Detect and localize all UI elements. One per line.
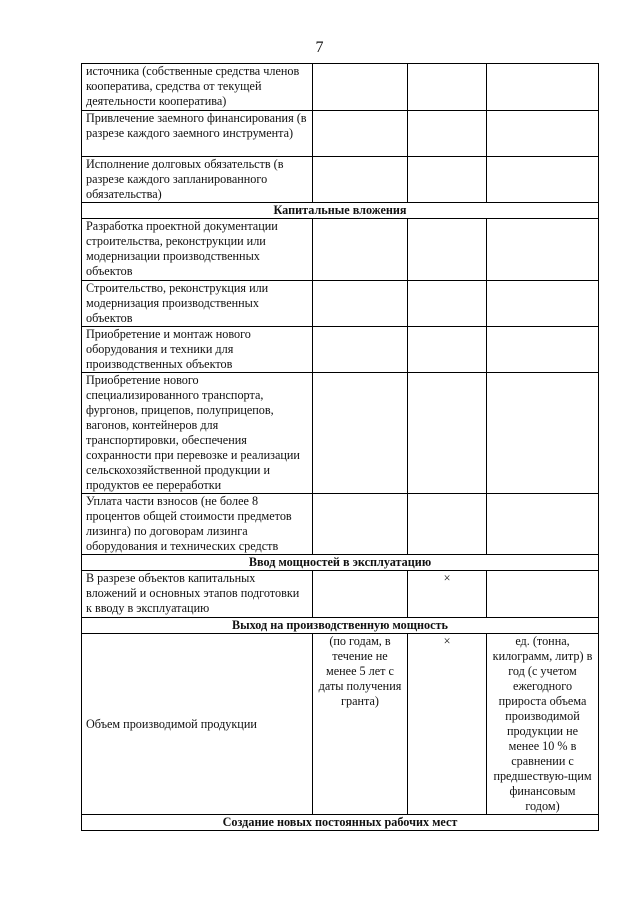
row-label-construction: Строительство, реконструкция или модернизация производственных объектов [82, 281, 313, 327]
plan-table [81, 63, 599, 831]
section-row [82, 555, 599, 571]
unit-note: ед. (тонна, килограмм, литр) в год (с учетом ежегодного прироста объема производимой продукции не менее 10 % в сравнении с предшествую-щим финансовым годом) [487, 634, 599, 815]
table-cell [487, 281, 599, 327]
row-label-equipment-purchase: Приобретение и монтаж нового оборудования и техники для производственных объектов [82, 327, 313, 373]
table-row [82, 281, 599, 327]
row-label-leasing-payments: Уплата части взносов (не более 8 процентов общей стоимости предметов лизинга) по договорам лизинга оборудования и технических средств [82, 494, 313, 555]
section-row [82, 815, 599, 831]
table-cell [313, 111, 408, 157]
table-cell [408, 157, 487, 203]
table-cell [313, 373, 408, 494]
section-heading-commissioning: Ввод мощностей в эксплуатацию [82, 555, 599, 571]
section-row [82, 618, 599, 634]
not-applicable-mark: × [408, 634, 487, 815]
table-cell [313, 571, 408, 618]
table-row [82, 219, 599, 281]
table-cell [313, 327, 408, 373]
table-row [82, 111, 599, 157]
table-cell [408, 111, 487, 157]
table-row [82, 634, 599, 815]
table-cell [487, 64, 599, 111]
section-row [82, 203, 599, 219]
row-label-transport-purchase: Приобретение нового специализированного транспорта, фургонов, прицепов, полуприцепов, вагонов, контейнеров для транспортировки, обеспечения сохранности при перевозке и реализации сельскохозяйственной продукции и продуктов ее переработки [82, 373, 313, 494]
table-row [82, 327, 599, 373]
row-label-borrowed-financing: Привлечение заемного финансирования (в разрезе каждого заемного инструмента) [82, 111, 313, 157]
section-heading-production-capacity: Выход на производственную мощность [82, 618, 599, 634]
table-row [82, 64, 599, 111]
page-number: 7 [315, 39, 324, 56]
section-heading-capital-investments: Капитальные вложения [82, 203, 599, 219]
table-cell [487, 571, 599, 618]
table-cell [487, 373, 599, 494]
section-heading-new-jobs: Создание новых постоянных рабочих мест [82, 815, 599, 831]
table-cell [487, 327, 599, 373]
table-cell [487, 219, 599, 281]
table-cell [408, 373, 487, 494]
table-row [82, 494, 599, 555]
table-row [82, 157, 599, 203]
row-label-capital-objects: В разрезе объектов капитальных вложений и основных этапов подготовки к вводу в эксплуатацию [82, 571, 313, 618]
table-cell [313, 64, 408, 111]
table-cell [408, 281, 487, 327]
row-label-production-volume: Объем производимой продукции [82, 634, 313, 815]
table-cell [408, 327, 487, 373]
table-cell [313, 281, 408, 327]
table-cell [313, 157, 408, 203]
not-applicable-mark: × [408, 571, 487, 618]
table-row [82, 373, 599, 494]
row-label-debt-obligations: Исполнение долговых обязательств (в разрезе каждого запланированного обязательства) [82, 157, 313, 203]
table-cell [408, 494, 487, 555]
row-label-design-documentation: Разработка проектной документации строительства, реконструкции или модернизации производственных объектов [82, 219, 313, 281]
table-cell [487, 157, 599, 203]
table-cell [313, 219, 408, 281]
table-cell [408, 64, 487, 111]
table-cell [408, 219, 487, 281]
table-cell [487, 494, 599, 555]
period-note: (по годам, в течение не менее 5 лет с даты получения гранта) [313, 634, 408, 815]
table-cell [313, 494, 408, 555]
table-cell [487, 111, 599, 157]
row-label-own-funds: источника (собственные средства членов кооператива, средства от текущей деятельности кооператива) [82, 64, 313, 111]
table-row [82, 571, 599, 618]
